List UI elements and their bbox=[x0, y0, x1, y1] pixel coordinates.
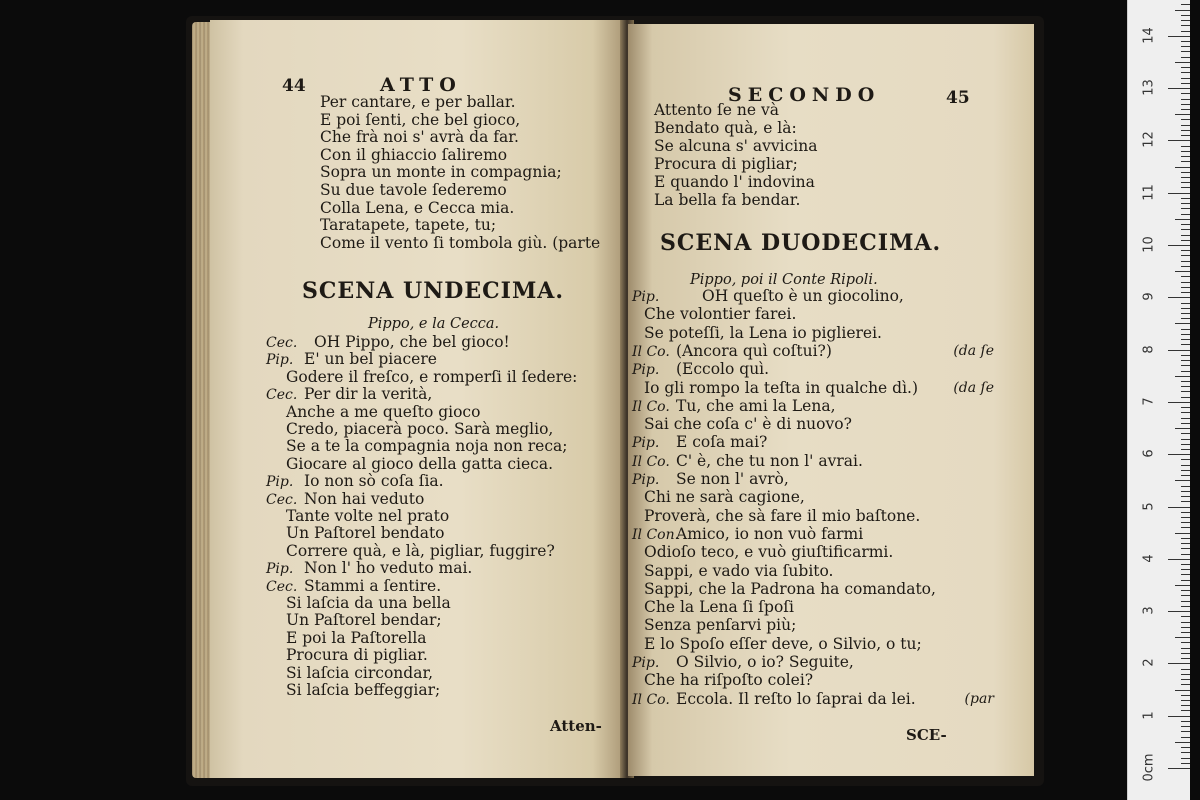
verse-line: Con il ghiaccio ſaliremo bbox=[320, 145, 508, 164]
ruler-tick bbox=[1181, 250, 1190, 251]
ruler-tick bbox=[1181, 397, 1190, 398]
ruler-tick bbox=[1175, 428, 1190, 429]
ruler-tick bbox=[1181, 595, 1190, 596]
verse-line: Che frà noi s' avrà da far. bbox=[320, 128, 519, 147]
dialogue-line: E lo Spoſo eſſer deve, o Silvio, o tu; bbox=[644, 634, 922, 653]
ruler-tick bbox=[1181, 282, 1190, 283]
ruler-tick bbox=[1181, 177, 1190, 178]
dialogue-line: Eccola. Il reſto lo ſaprai da lei. bbox=[676, 689, 916, 708]
ruler-tick bbox=[1181, 470, 1190, 471]
dialogue-line: Se a te la compagnia noja non reca; bbox=[286, 437, 568, 456]
dialogue-line: Si laſcia da una bella bbox=[286, 594, 451, 612]
ruler-tick bbox=[1181, 622, 1190, 623]
ruler-tick bbox=[1181, 151, 1190, 152]
ruler-tick bbox=[1181, 527, 1190, 528]
speaker-label: Pip. bbox=[266, 352, 294, 369]
right-page bbox=[628, 24, 1034, 776]
dialogue-line: (Ancora quì coſtui?) bbox=[676, 341, 832, 360]
ruler-tick bbox=[1181, 386, 1190, 387]
ruler-tick bbox=[1181, 433, 1190, 434]
ruler-tick bbox=[1181, 574, 1190, 575]
ruler-tick bbox=[1181, 360, 1190, 361]
dialogue-line: Sai che coſa c' è di nuovo? bbox=[644, 415, 852, 434]
verse-line: La bella fa bendar. bbox=[654, 191, 801, 209]
ruler-tick bbox=[1181, 41, 1190, 42]
dialogue-line: Un Paſtorel bendar; bbox=[286, 611, 442, 630]
verse-line: Attento ſe ne và bbox=[654, 101, 779, 119]
dialogue-line: E coſa mai? bbox=[676, 433, 768, 452]
ruler-tick bbox=[1168, 507, 1190, 508]
ruler-tick bbox=[1175, 10, 1190, 11]
ruler-tick bbox=[1181, 15, 1190, 16]
ruler-tick bbox=[1181, 543, 1190, 544]
ruler-tick bbox=[1181, 590, 1190, 591]
ruler-tick bbox=[1181, 25, 1190, 26]
catchword: SCE- bbox=[906, 726, 947, 744]
stage-direction-aside: (da ſe bbox=[953, 342, 994, 359]
ruler-unit-label: 0cm bbox=[1141, 753, 1157, 782]
scene-cast: Pippo, poi il Conte Ripoli. bbox=[690, 272, 878, 288]
ruler-tick bbox=[1181, 632, 1190, 633]
ruler-tick bbox=[1175, 480, 1190, 481]
ruler-tick bbox=[1181, 20, 1190, 21]
ruler-tick bbox=[1181, 726, 1190, 727]
dialogue-line: E poi la Paſtorella bbox=[286, 628, 427, 647]
verse-line: Procura di pigliar; bbox=[654, 155, 798, 173]
ruler-tick bbox=[1175, 323, 1190, 324]
speaker-label: Cec. bbox=[266, 491, 298, 508]
ruler-tick bbox=[1181, 554, 1190, 555]
ruler-tick bbox=[1181, 522, 1190, 523]
stage-direction-aside: (da ſe bbox=[953, 379, 994, 396]
ruler-tick bbox=[1181, 747, 1190, 748]
dialogue-line: Sappi, che la Padrona ha comandato, bbox=[644, 579, 936, 598]
dialogue-line: Senza penſarvi più; bbox=[644, 616, 797, 635]
ruler-tick bbox=[1181, 198, 1190, 199]
dialogue-line: Che la Lena ſi ſpoſi bbox=[644, 598, 794, 617]
stage-direction-aside: (par bbox=[964, 690, 994, 707]
speaker-label: Pip. bbox=[632, 655, 660, 671]
ruler-tick bbox=[1181, 99, 1190, 100]
ruler-tick bbox=[1181, 737, 1190, 738]
ruler-tick bbox=[1181, 569, 1190, 570]
ruler-tick bbox=[1181, 580, 1190, 581]
ruler-tick bbox=[1181, 214, 1190, 215]
ruler-tick bbox=[1181, 648, 1190, 649]
ruler-tick bbox=[1181, 266, 1190, 267]
ruler-tick bbox=[1175, 167, 1190, 168]
ruler-tick bbox=[1175, 585, 1190, 586]
ruler-tick bbox=[1168, 245, 1190, 246]
ruler-tick bbox=[1181, 235, 1190, 236]
ruler-number: 4 bbox=[1141, 554, 1157, 563]
ruler-tick bbox=[1181, 705, 1190, 706]
right-running-head: SECONDO bbox=[728, 84, 881, 106]
ruler-tick bbox=[1181, 412, 1190, 413]
ruler-tick bbox=[1181, 465, 1190, 466]
ruler-tick bbox=[1181, 172, 1190, 173]
dialogue-line: Che ha riſpoſto colei? bbox=[644, 671, 814, 690]
ruler-tick bbox=[1181, 292, 1190, 293]
ruler-tick bbox=[1181, 517, 1190, 518]
dialogue-line: Proverà, che sà fare il mio baſtone. bbox=[644, 506, 921, 525]
ruler-tick bbox=[1181, 669, 1190, 670]
catchword: Atten- bbox=[550, 717, 602, 735]
ruler-tick bbox=[1181, 491, 1190, 492]
ruler-tick bbox=[1181, 721, 1190, 722]
dialogue-line: Non l' ho veduto mai. bbox=[304, 559, 473, 578]
ruler-tick bbox=[1175, 742, 1190, 743]
ruler-tick bbox=[1181, 344, 1190, 345]
ruler-number: 14 bbox=[1141, 27, 1157, 44]
ruler-tick bbox=[1168, 36, 1190, 37]
ruler-tick bbox=[1181, 4, 1190, 5]
ruler-tick bbox=[1168, 350, 1190, 351]
ruler-tick bbox=[1181, 109, 1190, 110]
ruler-tick bbox=[1181, 67, 1190, 68]
dialogue-line: Giocare al gioco della gatta cieca. bbox=[286, 454, 554, 473]
ruler-tick bbox=[1168, 559, 1190, 560]
ruler-tick bbox=[1168, 88, 1190, 89]
ruler-tick bbox=[1181, 763, 1190, 764]
speaker-label: Pip. bbox=[266, 561, 294, 578]
ruler-tick bbox=[1175, 114, 1190, 115]
ruler-tick bbox=[1181, 135, 1190, 136]
ruler-tick bbox=[1175, 376, 1190, 377]
ruler-tick bbox=[1181, 318, 1190, 319]
ruler-tick bbox=[1181, 679, 1190, 680]
ruler-tick bbox=[1181, 161, 1190, 162]
ruler-tick bbox=[1181, 334, 1190, 335]
ruler-tick bbox=[1175, 690, 1190, 691]
ruler-tick bbox=[1181, 224, 1190, 225]
speaker-label: Cec. bbox=[266, 578, 298, 595]
ruler-tick bbox=[1181, 512, 1190, 513]
ruler-number: 8 bbox=[1141, 344, 1157, 354]
left-page-number: 44 bbox=[282, 76, 306, 96]
ruler-tick bbox=[1181, 46, 1190, 47]
ruler-tick bbox=[1181, 548, 1190, 549]
ruler-tick bbox=[1181, 182, 1190, 183]
verse-line: Sopra un monte in compagnia; bbox=[320, 163, 562, 182]
ruler-tick bbox=[1168, 611, 1190, 612]
speaker-label: Pip. bbox=[632, 472, 660, 488]
speaker-label: Pip. bbox=[632, 362, 660, 379]
ruler-tick bbox=[1181, 752, 1190, 753]
ruler-tick bbox=[1181, 261, 1190, 262]
ruler-tick bbox=[1181, 125, 1190, 126]
dialogue-line: Stammi a ſentire. bbox=[304, 576, 442, 595]
scene-cast: Pippo, e la Cecca. bbox=[368, 316, 500, 332]
speaker-label: Pip. bbox=[632, 289, 660, 305]
ruler-tick bbox=[1181, 276, 1190, 277]
speaker-label: Il Co. bbox=[632, 691, 670, 708]
verse-line: Se alcuna s' avvicina bbox=[654, 137, 818, 155]
ruler-tick bbox=[1181, 674, 1190, 675]
ruler-tick bbox=[1181, 658, 1190, 659]
speaker-label: Cec. bbox=[266, 335, 298, 351]
ruler-tick bbox=[1181, 496, 1190, 497]
left-running-head: ATTO bbox=[380, 74, 462, 96]
ruler-tick bbox=[1181, 72, 1190, 73]
dialogue-line: Correre quà, e là, pigliar, fuggire? bbox=[286, 541, 555, 560]
ruler-tick bbox=[1181, 486, 1190, 487]
scene-title-duodecima: SCENA DUODECIMA. bbox=[660, 230, 942, 256]
ruler-tick bbox=[1181, 355, 1190, 356]
ruler-tick bbox=[1175, 637, 1190, 638]
ruler-tick bbox=[1181, 439, 1190, 440]
ruler-tick bbox=[1181, 391, 1190, 392]
verse-line: Taratapete, tapete, tu; bbox=[320, 216, 497, 235]
ruler-number: 12 bbox=[1141, 131, 1157, 149]
verse-line: Su due tavole ſederemo bbox=[320, 181, 507, 199]
left-page bbox=[210, 20, 626, 778]
dialogue-line: Sappi, e vado via ſubito. bbox=[644, 561, 834, 580]
ruler-tick bbox=[1181, 371, 1190, 372]
dialogue-line: Se poteſſi, la Lena io piglierei. bbox=[644, 323, 882, 342]
ruler-tick bbox=[1181, 119, 1190, 120]
ruler-tick bbox=[1168, 454, 1190, 455]
ruler-tick bbox=[1181, 538, 1190, 539]
ruler-tick bbox=[1175, 271, 1190, 272]
ruler-number: 11 bbox=[1141, 183, 1157, 201]
ruler-tick bbox=[1181, 653, 1190, 654]
dialogue-line: Chi ne sarà cagione, bbox=[644, 488, 805, 507]
measuring-ruler bbox=[1127, 0, 1190, 800]
verse-line: E poi ſenti, che bel gioco, bbox=[320, 110, 521, 129]
speaker-label: Pip. bbox=[266, 474, 294, 491]
dialogue-line: Un Paſtorel bendato bbox=[286, 524, 445, 543]
ruler-tick bbox=[1181, 564, 1190, 565]
dialogue-line: Credo, piacerà poco. Sarà meglio, bbox=[286, 420, 554, 438]
dialogue-line: Godere il freſco, e romperſi il ſedere: bbox=[286, 367, 578, 386]
ruler-tick bbox=[1181, 31, 1190, 32]
scene-title-undecima: SCENA UNDECIMA. bbox=[302, 278, 565, 304]
ruler-number: 10 bbox=[1141, 236, 1157, 253]
ruler-tick bbox=[1181, 313, 1190, 314]
ruler-tick bbox=[1168, 297, 1190, 298]
ruler-tick bbox=[1181, 51, 1190, 52]
ruler-number: 13 bbox=[1141, 79, 1157, 96]
ruler-tick bbox=[1181, 229, 1190, 230]
ruler-tick bbox=[1181, 83, 1190, 84]
ruler-tick bbox=[1175, 533, 1190, 534]
dialogue-line: Per dir la verità, bbox=[304, 385, 433, 404]
ruler-tick bbox=[1181, 758, 1190, 759]
dialogue-line: OH queſto è un giocolino, bbox=[702, 287, 904, 305]
ruler-tick bbox=[1181, 146, 1190, 147]
ruler-tick bbox=[1181, 475, 1190, 476]
ruler-tick bbox=[1181, 501, 1190, 502]
verse-line: E quando l' indovina bbox=[654, 173, 815, 191]
ruler-number: 6 bbox=[1141, 449, 1157, 458]
speaker-label: Il Co. bbox=[632, 453, 670, 470]
ruler-tick bbox=[1168, 663, 1190, 664]
speaker-label: Il Co. bbox=[632, 398, 670, 415]
ruler-tick bbox=[1168, 193, 1190, 194]
ruler-tick bbox=[1181, 616, 1190, 617]
ruler-tick bbox=[1168, 402, 1190, 403]
dialogue-line: Non hai veduto bbox=[304, 489, 425, 508]
ruler-tick bbox=[1181, 329, 1190, 330]
ruler-number: 5 bbox=[1141, 501, 1157, 511]
dialogue-line: Procura di pigliar. bbox=[286, 646, 428, 665]
ruler-tick bbox=[1181, 255, 1190, 256]
ruler-tick bbox=[1181, 627, 1190, 628]
ruler-tick bbox=[1181, 156, 1190, 157]
ruler-tick bbox=[1181, 601, 1190, 602]
ruler-tick bbox=[1175, 219, 1190, 220]
ruler-tick bbox=[1168, 768, 1190, 769]
ruler-number: 9 bbox=[1141, 292, 1157, 301]
dialogue-line: Io non sò coſa ſia. bbox=[304, 472, 444, 491]
dialogue-line: (Eccolo quì. bbox=[676, 360, 770, 379]
dialogue-line: C' è, che tu non l' avrai. bbox=[676, 451, 863, 470]
dialogue-line: Tante volte nel prato bbox=[286, 507, 450, 525]
ruler-tick bbox=[1181, 187, 1190, 188]
dialogue-line: Io gli rompo la teſta in qualche dì.) bbox=[644, 378, 919, 397]
ruler-tick bbox=[1181, 710, 1190, 711]
ruler-tick bbox=[1181, 287, 1190, 288]
ruler-tick bbox=[1168, 716, 1190, 717]
ruler-tick bbox=[1181, 642, 1190, 643]
verse-line: Come il vento ſi tombola giù. (parte bbox=[320, 233, 601, 252]
ruler-tick bbox=[1181, 203, 1190, 204]
dialogue-line: Tu, che ami la Lena, bbox=[676, 396, 836, 415]
verse-line: Colla Lena, e Cecca mia. bbox=[320, 198, 515, 217]
ruler-tick bbox=[1181, 695, 1190, 696]
speaker-label: Il Con. bbox=[632, 526, 680, 543]
speaker-label: Cec. bbox=[266, 387, 298, 404]
ruler-tick bbox=[1181, 57, 1190, 58]
ruler-tick bbox=[1181, 365, 1190, 366]
ruler-tick bbox=[1181, 381, 1190, 382]
ruler-tick bbox=[1181, 423, 1190, 424]
dialogue-line: Si laſcia beffeggiar; bbox=[286, 681, 441, 699]
ruler-tick bbox=[1181, 208, 1190, 209]
ruler-number: 7 bbox=[1141, 397, 1157, 406]
dialogue-line: Se non l' avrò, bbox=[676, 470, 789, 488]
dialogue-line: OH Pippo, che bel gioco! bbox=[314, 333, 510, 351]
ruler-tick bbox=[1181, 104, 1190, 105]
ruler-tick bbox=[1175, 62, 1190, 63]
speaker-label: Pip. bbox=[632, 435, 660, 452]
verse-line: Bendato quà, e là: bbox=[654, 119, 797, 137]
dialogue-line: Che volontier farei. bbox=[644, 305, 797, 324]
ruler-tick bbox=[1181, 700, 1190, 701]
dialogue-line: O Silvio, o io? Seguite, bbox=[676, 653, 854, 671]
ruler-tick bbox=[1181, 444, 1190, 445]
ruler-tick bbox=[1181, 130, 1190, 131]
ruler-tick bbox=[1181, 240, 1190, 241]
dialogue-line: Anche a me queſto gioco bbox=[286, 402, 481, 421]
ruler-tick bbox=[1181, 339, 1190, 340]
dialogue-line: Si laſcia circondar, bbox=[286, 663, 434, 682]
ruler-tick bbox=[1181, 418, 1190, 419]
dialogue-line: E' un bel piacere bbox=[304, 350, 437, 369]
dialogue-line: Odioſo teco, e vuò giuſtificarmi. bbox=[644, 543, 894, 562]
ruler-tick bbox=[1168, 140, 1190, 141]
ruler-tick bbox=[1181, 78, 1190, 79]
ruler-tick bbox=[1181, 731, 1190, 732]
dialogue-line: Amico, io non vuò farmi bbox=[676, 524, 864, 543]
ruler-tick bbox=[1181, 93, 1190, 94]
speaker-label: Il Co. bbox=[632, 343, 670, 360]
ruler-tick bbox=[1181, 407, 1190, 408]
ruler-tick bbox=[1181, 459, 1190, 460]
ruler-tick bbox=[1181, 303, 1190, 304]
ruler-tick bbox=[1181, 449, 1190, 450]
ruler-number: 1 bbox=[1141, 711, 1157, 720]
verse-line: Per cantare, e per ballar. bbox=[320, 93, 516, 111]
right-page-number: 45 bbox=[946, 88, 970, 108]
ruler-tick bbox=[1181, 684, 1190, 685]
ruler-tick bbox=[1181, 308, 1190, 309]
ruler-tick bbox=[1181, 606, 1190, 607]
ruler-number: 2 bbox=[1141, 658, 1157, 668]
ruler-number: 3 bbox=[1141, 606, 1157, 615]
